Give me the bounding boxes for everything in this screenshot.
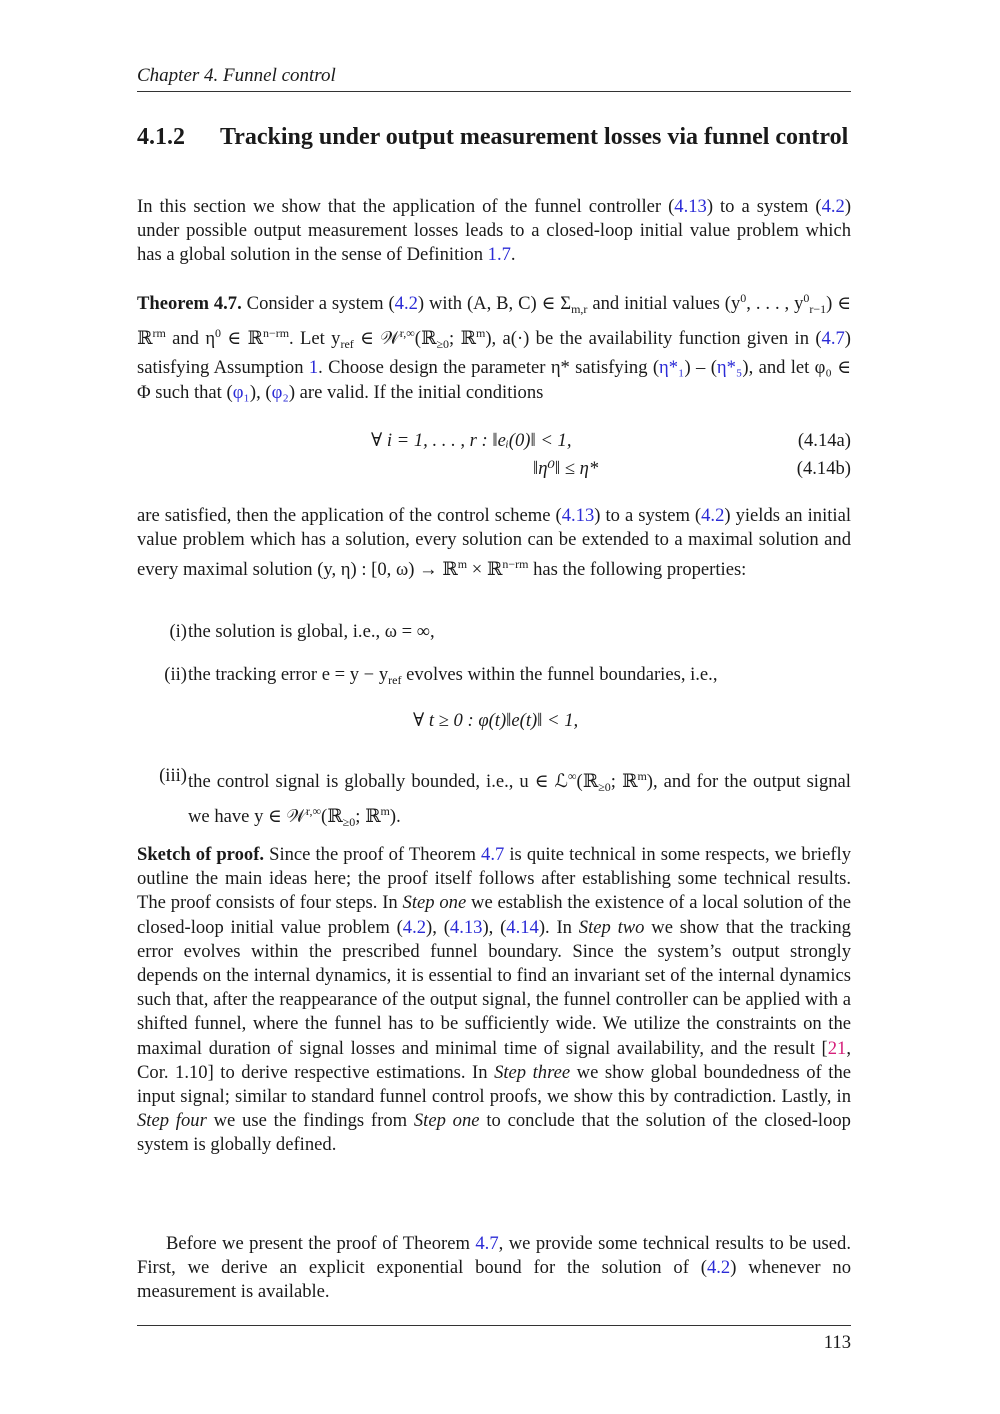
superscript: r,∞ xyxy=(399,326,415,341)
running-head: Chapter 4. Funnel control xyxy=(137,65,336,86)
text: we show global boundedness of the input signal; similar to standard funnel control proofs, we show this by contradiction. Lastly, in xyxy=(137,1061,851,1108)
condition-link[interactable]: η*₁ xyxy=(659,357,685,379)
section-title: Tracking under output measurement losses via funnel control xyxy=(220,124,849,150)
step-term: Step three xyxy=(494,1061,571,1083)
text: ). In xyxy=(538,916,579,938)
theorem-link[interactable]: 4.7 xyxy=(481,844,505,865)
text: ) yields an initial value problem which has a solution, every solution can be extended to a maximal solution and every maximal solution (y, η) : [0, ω) → ℝ xyxy=(137,505,851,581)
equation-link[interactable]: 4.2 xyxy=(394,293,418,314)
text: ) ∈ ℝ xyxy=(137,293,852,350)
theorem-link[interactable]: 4.7 xyxy=(475,1233,499,1254)
superscript: n−rm xyxy=(502,557,529,572)
text: Before we present the proof of Theorem xyxy=(166,1233,476,1254)
text: In this section we show that the application of the funnel controller ( xyxy=(137,196,675,217)
page-number: 113 xyxy=(823,1332,851,1353)
text: . Choose design the parameter η* satisfying ( xyxy=(318,357,660,379)
equation-link[interactable]: 4.14 xyxy=(506,916,539,938)
text: (ℝ xyxy=(414,328,437,350)
text: evolves within the funnel boundaries, i.e., xyxy=(401,664,718,685)
step-term: Step one xyxy=(413,1110,480,1132)
list-text: the solution is global, i.e., ω = ∞, xyxy=(188,621,435,642)
superscript: n−rm xyxy=(262,326,290,341)
equation-link[interactable]: 4.2 xyxy=(701,505,725,526)
equation-body: ∀ t ≥ 0 : φ(t)‖e(t)‖ < 1, xyxy=(413,710,579,731)
subscript: ref xyxy=(388,673,402,687)
text: ∈ 𝒲 xyxy=(353,328,400,350)
superscript: m xyxy=(380,804,390,819)
definition-link[interactable]: 1.7 xyxy=(487,244,511,266)
intro-paragraph xyxy=(137,195,851,268)
superscript: m xyxy=(637,769,647,783)
condition-link[interactable]: φ₂ xyxy=(271,381,289,403)
subscript: ≥0 xyxy=(436,337,450,352)
text: are satisfied, then the application of the control scheme ( xyxy=(137,505,562,526)
equation-link[interactable]: 4.13 xyxy=(449,916,483,938)
subscript: m,r xyxy=(571,302,588,316)
superscript: 0 xyxy=(803,291,810,305)
text: to conclude that the solution of the closed-loop system is globally defined. xyxy=(137,1110,851,1156)
text: ) are valid. If the initial conditions xyxy=(288,381,544,403)
text: ). xyxy=(389,806,401,828)
text: × ℝ xyxy=(467,559,503,581)
text: the control signal is globally bounded, i.e., u ∈ ℒ xyxy=(188,771,568,792)
text: we establish the existence of a local solution of the closed-loop initial value problem ( xyxy=(137,892,851,938)
text: ) satisfying Assumption xyxy=(137,328,851,379)
text: ), ( xyxy=(482,916,507,938)
footer-rule xyxy=(137,1325,851,1326)
text: and initial values (y xyxy=(587,293,741,314)
citation-link[interactable]: 21 xyxy=(827,1037,847,1059)
superscript: r,∞ xyxy=(305,804,321,819)
equation-tag: (4.14a) xyxy=(797,430,851,451)
closing-paragraph xyxy=(137,1232,851,1305)
sketch-of-proof xyxy=(137,843,851,1158)
text: ; ℝ xyxy=(355,806,381,828)
superscript: 0 xyxy=(215,326,222,341)
step-term: Step two xyxy=(578,916,645,938)
equation-link[interactable]: 4.2 xyxy=(402,916,427,938)
equation-link[interactable]: 4.13 xyxy=(674,196,707,217)
list-label: (iii) xyxy=(159,765,187,786)
text: , Cor. 1.10] to derive respective estimations. In xyxy=(137,1037,851,1083)
theorem-label: Theorem 4.7. xyxy=(137,293,242,314)
text: ) to a system ( xyxy=(594,505,702,526)
text: is quite technical in some respects, we briefly outline the main ideas here; the proof itself follows after establishing some technical results. The proof consists of four steps. In xyxy=(137,844,851,914)
text: ; ℝ xyxy=(610,771,638,792)
theorem-continuation xyxy=(137,504,851,583)
text: has the following properties: xyxy=(528,559,747,581)
equation-link[interactable]: 4.2 xyxy=(706,1257,731,1279)
text: Since the proof of Theorem xyxy=(264,844,482,865)
text: (ℝ xyxy=(576,771,599,792)
list-text xyxy=(188,663,851,692)
equation-body: ‖η⁰‖ ≤ η* xyxy=(533,458,599,479)
text: we show that the tracking error evolves within the prescribed funnel boundary. Since the system’s output strongly depends on the internal dynamics, it is essential to find an invariant set of the internal dynamics such that, after the reappearance of the output signal, the funnel controller can be applied with a shifted funnel, where the funnel has to be sufficiently wide. We utilize the constraints on the maximal duration of signal losses and minimal time of signal availability, and the result [ xyxy=(137,916,851,1059)
text: ) whenever no measurement is available. xyxy=(137,1257,851,1303)
condition-link[interactable]: η*₅ xyxy=(716,357,743,379)
text: ), ( xyxy=(426,916,450,938)
text: , . . . , y xyxy=(746,293,804,314)
text: ), ( xyxy=(249,381,272,403)
page xyxy=(137,0,851,1414)
text: , we provide some technical results to be used. First, we derive an explicit exponential bound for the solution of ( xyxy=(137,1233,851,1279)
text: the tracking error e = y − y xyxy=(188,664,389,685)
text: (ℝ xyxy=(321,806,343,828)
text: we use the findings from xyxy=(206,1110,414,1132)
text: ) under possible output measurement losses leads to a closed-loop initial value problem which has a global solution in the sense of Definition xyxy=(137,196,852,266)
subscript: ≥0 xyxy=(342,815,356,830)
equation-tag: (4.14b) xyxy=(796,458,851,479)
text: ) – ( xyxy=(684,357,717,379)
superscript: rm xyxy=(152,326,166,341)
superscript: ∞ xyxy=(567,769,577,783)
step-term: Step four xyxy=(137,1110,207,1132)
equation-link[interactable]: 4.2 xyxy=(821,196,845,217)
text: ), and let φ₀ ∈ Φ such that ( xyxy=(137,357,851,403)
equation-body: ∀ i = 1, . . . , r : ‖eᵢ(0)‖ < 1, xyxy=(371,430,572,451)
superscript: m xyxy=(457,557,468,572)
superscript: m xyxy=(476,326,486,341)
section-number: 4.1.2 xyxy=(137,124,185,150)
list-label: (ii) xyxy=(164,664,187,685)
superscript: 0 xyxy=(740,291,747,305)
condition-link[interactable]: φ₁ xyxy=(232,381,250,403)
equation-link[interactable]: 4.13 xyxy=(561,505,595,526)
text: ) to a system ( xyxy=(706,196,822,217)
subscript: ≥0 xyxy=(598,780,611,794)
text: and η xyxy=(165,328,216,350)
equation-link[interactable]: 4.7 xyxy=(821,328,845,350)
text: ; ℝ xyxy=(449,328,476,350)
subscript: r−1 xyxy=(809,302,827,316)
assumption-link[interactable]: 1 xyxy=(308,357,319,379)
text: ∈ ℝ xyxy=(221,328,263,350)
header-rule xyxy=(137,91,851,92)
text: . Let y xyxy=(289,328,341,350)
subscript: ref xyxy=(340,337,354,352)
sketch-label: Sketch of proof. xyxy=(137,844,265,865)
text: . xyxy=(510,244,516,266)
list-text xyxy=(188,764,851,834)
text: ) with (A, B, C) ∈ Σ xyxy=(417,293,572,314)
list-label: (i) xyxy=(169,621,187,642)
text: ), a(·) be the availability function given in ( xyxy=(485,328,822,350)
theorem-4-7 xyxy=(137,286,851,405)
text: Consider a system ( xyxy=(241,293,395,314)
step-term: Step one xyxy=(402,892,467,914)
text: ), and for the output signal we have y ∈ 𝒲 xyxy=(188,771,851,828)
